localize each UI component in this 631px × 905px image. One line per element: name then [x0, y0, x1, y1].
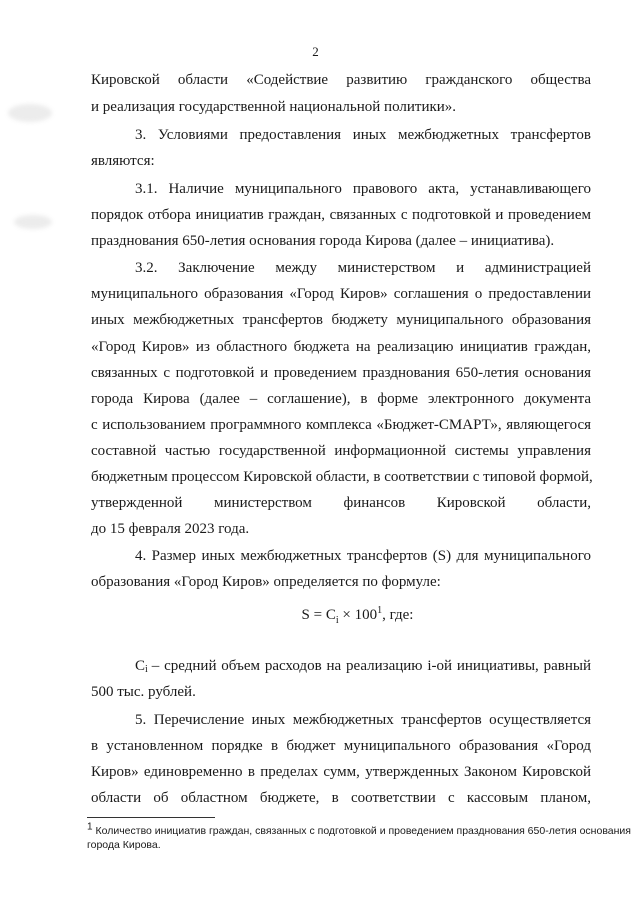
footnote-separator [87, 817, 215, 818]
text-line: порядок отбора инициатив граждан, связанных с подготовкой и проведением [91, 207, 591, 223]
footnote-line [87, 821, 631, 838]
text-line: утвержденной министерством финансов Кировской области, [91, 495, 591, 511]
ci-definition-line [135, 657, 591, 683]
scan-smudge [8, 104, 52, 122]
text-line: иных межбюджетных трансфертов бюджету муниципального образования [91, 312, 591, 328]
text-line: бюджетным процессом Кировской области, в соответствии с типовой формой, [91, 469, 593, 485]
text-line: связанных с подготовкой и проведением празднования 650-летия основания [91, 365, 591, 381]
text-line: в установленном порядке в бюджет муниципального образования «Город [91, 738, 591, 754]
scan-smudge [14, 215, 52, 229]
text-line: 500 тыс. рублей. [91, 684, 196, 700]
footnote-text: Количество инициатив граждан, связанных с подготовкой и проведением празднования 650-летия основания [92, 825, 631, 837]
text-line: празднования 650-летия основания города Кирова (далее – инициатива). [91, 233, 555, 249]
text-line: муниципального образования «Город Киров» соглашения о предоставлении [91, 286, 591, 302]
formula-sup: 1 [377, 605, 383, 616]
footnote-mark: 1 [87, 821, 93, 833]
text-line: 4. Размер иных межбюджетных трансфертов (S) для муниципального [135, 548, 591, 564]
formula-lhs: S = C [301, 607, 336, 623]
formula [0, 607, 631, 624]
text-line: «Город Киров» из областного бюджета на реализацию инициатив граждан, [91, 339, 591, 355]
ci-symbol: C [135, 658, 146, 674]
text-line: образования «Город Киров» определяется по формуле: [91, 574, 441, 590]
formula-sub: i [335, 615, 339, 626]
text-line: 3.1. Наличие муниципального правового акта, устанавливающего [135, 181, 591, 197]
text-line: составной частью государственной информационной системы управления [91, 443, 591, 459]
page-number: 2 [312, 44, 319, 59]
text-line: города Кирова (далее – соглашение), в форме электронного документа [91, 391, 591, 407]
text-line: и реализация государственной национальной политики». [91, 99, 457, 115]
text-line: 3.2. Заключение между министерством и администрацией [135, 260, 591, 276]
text-line: Киров» единовременно в пределах сумм, утвержденных Законом Кировской [91, 764, 591, 780]
footnote-line: города Кирова. [87, 839, 161, 851]
text-line: до 15 февраля 2023 года. [91, 521, 250, 537]
text-line: – средний объем расходов на реализацию i-ой инициативы, равный [151, 658, 591, 674]
formula-mid: × 100 [338, 607, 378, 623]
formula-tail: , где: [382, 607, 414, 623]
text-line: 5. Перечисление иных межбюджетных трансфертов осуществляется [135, 712, 591, 728]
ci-sub: i [145, 664, 148, 675]
text-line: 3. Условиями предоставления иных межбюджетных трансфертов [135, 127, 591, 143]
text-line: с использованием программного комплекса «Бюджет-СМАРТ», являющегося [91, 417, 591, 433]
text-line: являются: [91, 153, 155, 169]
text-line: области об областном бюджете, в соответствии с кассовым планом, [91, 790, 591, 806]
text-line: Кировской области «Содействие развитию гражданского общества [91, 72, 591, 88]
